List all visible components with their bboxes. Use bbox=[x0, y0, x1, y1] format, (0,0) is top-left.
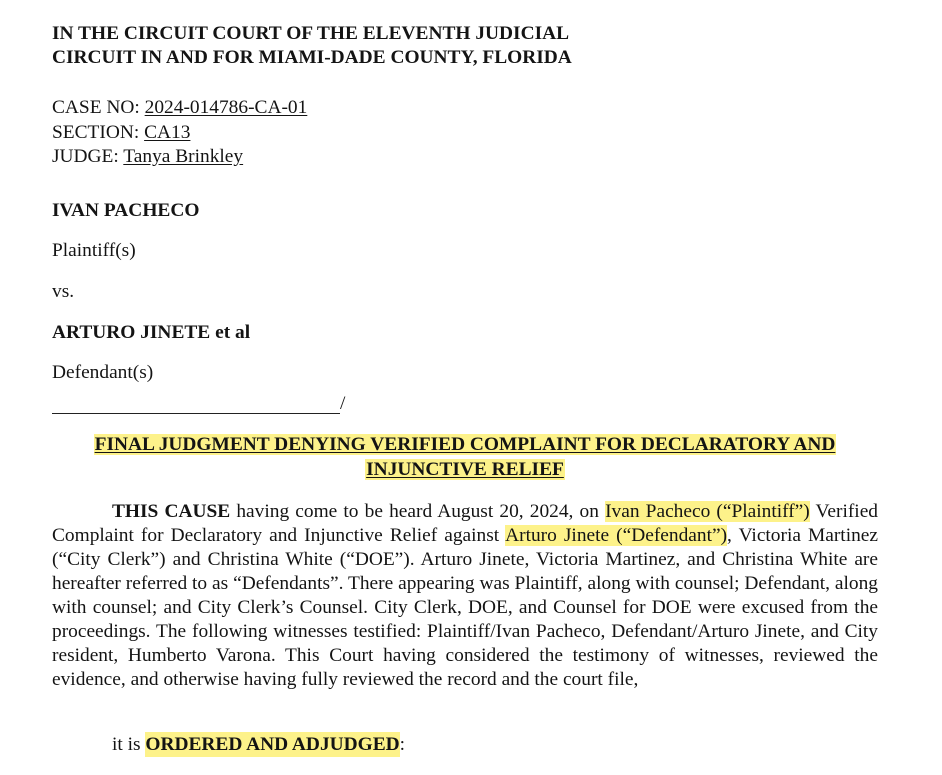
case-info bbox=[52, 96, 307, 170]
body-text-3: , Victoria Martinez (“City Clerk”) and Christina White (“DOE”). Arturo Jinete, Victoria Martinez, and Christina White are hereafter referred to as “Defendants”. There appearing was Plaintiff, along with counsel; Defendant, along with counsel; and City Clerk’s Counsel. City Clerk, DOE, and Counsel for DOE were excused from the proceedings. The following witnesses testified: Plaintiff/Ivan Pacheco, Defendant/Arturo Jinete, and City resident, Humberto Varona. This Court having considered the testimony of witnesses, reviewed the evidence, and otherwise having fully reviewed the record and the court file, bbox=[52, 525, 878, 690]
body-text-2: Verified Complaint for Declaratory and Injunctive Relief against bbox=[52, 501, 878, 546]
case-number-label: CASE NO: bbox=[52, 97, 145, 118]
body-text-1: having come to be heard August 20, 2024, on bbox=[230, 501, 606, 522]
court-heading-line1: IN THE CIRCUIT COURT OF THE ELEVENTH JUDICIAL bbox=[52, 23, 570, 44]
judge-row bbox=[52, 145, 307, 170]
judgment-title bbox=[52, 432, 878, 482]
section-row bbox=[52, 121, 307, 146]
judgment-title-line2: INJUNCTIVE RELIEF bbox=[366, 459, 564, 480]
section-label: SECTION: bbox=[52, 121, 145, 143]
caption-line bbox=[52, 395, 340, 414]
defendant-highlight: Arturo Jinete (“Defendant”) bbox=[505, 525, 728, 546]
defendant-name: ARTURO JINETE et al bbox=[52, 322, 251, 343]
court-heading bbox=[52, 22, 572, 70]
court-heading-line2: CIRCUIT IN AND FOR MIAMI-DADE COUNTY, FLORIDA bbox=[52, 47, 572, 68]
versus-label: vs. bbox=[52, 281, 75, 302]
plaintiff-highlight: Ivan Pacheco (“Plaintiff”) bbox=[605, 501, 810, 522]
caption-slash: / bbox=[340, 393, 346, 414]
ordered-line bbox=[112, 734, 405, 756]
case-number-value: 2024-014786-CA-01 bbox=[144, 97, 308, 118]
ordered-suffix: : bbox=[399, 734, 406, 755]
plaintiff-role: Plaintiff(s) bbox=[52, 240, 136, 261]
judge-label: JUDGE: bbox=[52, 146, 124, 167]
case-number-row bbox=[52, 96, 307, 121]
judge-value: Tanya Brinkley bbox=[123, 146, 244, 167]
plaintiff-name: IVAN PACHECO bbox=[52, 200, 200, 221]
judgment-title-line1: FINAL JUDGMENT DENYING VERIFIED COMPLAINT FOR DECLARATORY AND bbox=[94, 434, 836, 455]
judgment-body-paragraph bbox=[52, 500, 878, 692]
ordered-adjudged-highlight: ORDERED AND ADJUDGED bbox=[145, 734, 400, 755]
defendant-role: Defendant(s) bbox=[52, 362, 154, 383]
section-value: CA13 bbox=[144, 121, 191, 143]
ordered-prefix: it is bbox=[112, 734, 146, 755]
this-cause-lead: THIS CAUSE bbox=[112, 501, 231, 522]
